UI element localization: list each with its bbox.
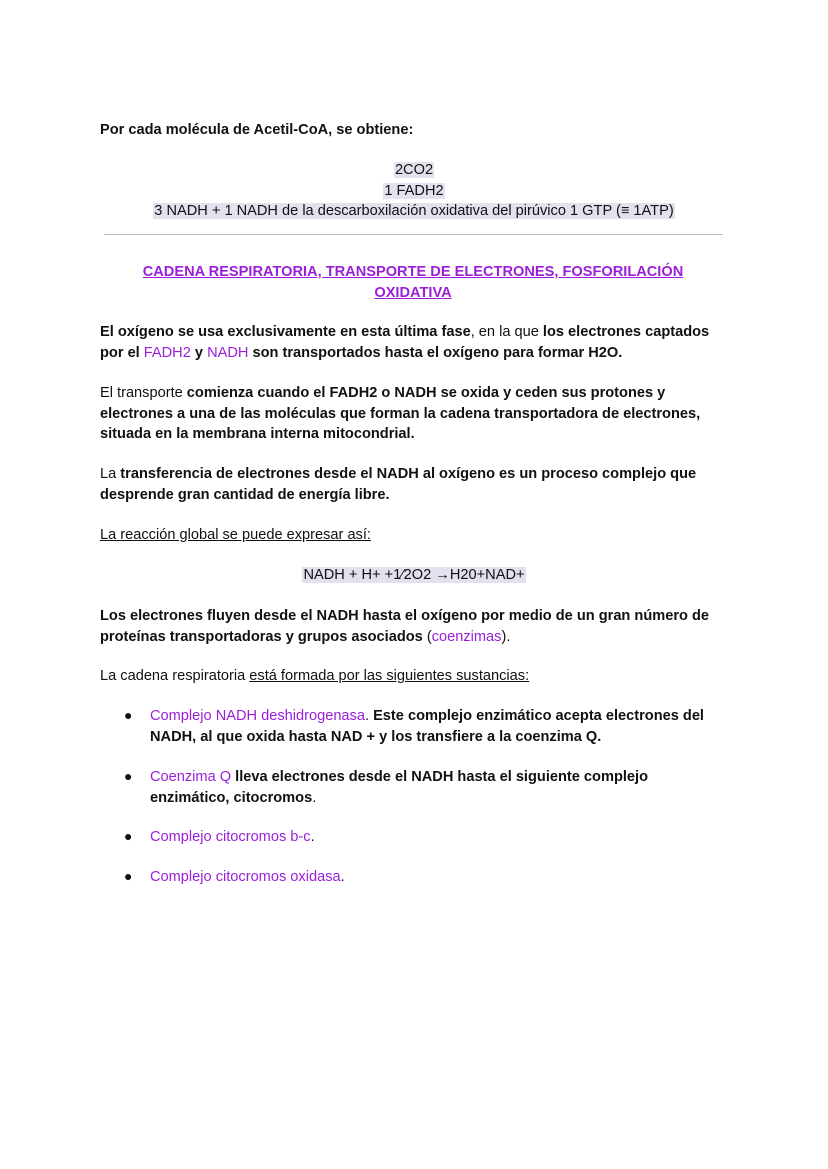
p1-nadh: NADH [207, 344, 249, 361]
list-item-end: . [310, 829, 315, 845]
p5-coenzimas: coenzimas [431, 628, 502, 645]
horizontal-divider [104, 234, 723, 235]
intro-text: Por cada molécula de Acetil-CoA, se obtiene: [100, 122, 414, 138]
p1-b: , en la que [470, 324, 543, 340]
p5-d: ). [501, 628, 511, 645]
paragraph-transport [100, 383, 730, 445]
paragraph-reaction-intro [100, 525, 730, 546]
yield-nadh-gtp: 3 NADH + 1 NADH de la descarboxilación oxidativa del pirúvico 1 GTP (≡ 1ATP) [154, 203, 674, 219]
p1-g: son transportados hasta el oxígeno para formar H2O. [248, 344, 623, 361]
list-item-end: . [340, 869, 345, 885]
list-item-name: Complejo citocromos b-c [150, 829, 311, 845]
list-item-text: Este complejo enzimático acepta electrones del NADH, al que oxida hasta NAD + y los transfiere a la coenzima Q. [150, 708, 704, 745]
paragraph-chain-components [100, 666, 730, 687]
list-item [150, 706, 730, 747]
list-item [150, 827, 730, 848]
p4-text: La reacción global se puede expresar así: [100, 527, 371, 543]
p5-b: ( [422, 628, 432, 645]
global-equation: NADH + H+ +1⁄2O2 →H20+NAD+ [303, 567, 525, 583]
p2-a: El transporte [100, 385, 187, 401]
section-heading-line2: OXIDATIVA [374, 284, 452, 301]
yield-fadh2: 1 FADH2 [384, 182, 444, 199]
list-item [150, 767, 730, 808]
list-item-name: Coenzima Q [150, 769, 232, 785]
yields-block [100, 160, 728, 222]
p5-a: Los electrones fluyen desde el NADH hasta el oxígeno por medio de un gran número de proteínas transportadoras y grupos asociados [100, 608, 710, 645]
list-item-name: Complejo NADH deshidrogenasa [150, 708, 365, 724]
bullet-icon: ● [124, 768, 133, 784]
bullet-icon: ● [124, 868, 133, 884]
p1-e: y [190, 344, 208, 361]
section-heading[interactable] [100, 262, 726, 303]
paragraph-transfer [100, 464, 732, 505]
p3-a: La [100, 466, 121, 482]
paragraph-oxygen [100, 322, 730, 363]
p3-b: transferencia de electrones desde el NADH al oxígeno es un proceso complejo que desprende gran cantidad de energía libre. [100, 466, 697, 503]
p1-c: los electrones captados por el [100, 324, 710, 361]
p6-a: La cadena respiratoria [100, 668, 250, 684]
section-heading-line1: CADENA RESPIRATORIA, TRANSPORTE DE ELECTRONES, FOSFORILACIÓN [142, 264, 684, 280]
bullet-icon: ● [124, 707, 133, 723]
list-item [150, 867, 730, 888]
list-item-text: lleva electrones desde el NADH hasta el siguiente complejo enzimático, citocromos [150, 769, 648, 806]
p6-b: está formada por las siguientes sustancias: [249, 668, 530, 684]
paragraph-electron-flow [100, 606, 722, 647]
p1-fadh2: FADH2 [143, 344, 191, 361]
yield-co2: 2CO2 [394, 162, 434, 178]
list-item-sep: . [364, 708, 374, 724]
list-item-name: Complejo citocromos oxidasa [150, 869, 341, 885]
bullet-icon: ● [124, 828, 133, 844]
list-item-end: . [312, 789, 317, 806]
p1-a: El oxígeno se usa exclusivamente en esta última fase [100, 324, 471, 340]
p2-b: comienza cuando el FADH2 o NADH se oxida y ceden sus protones y electrones a una de las moléculas que forman la cadena transportadora de electrones, situada en la membrana interna mitocondrial. [100, 385, 701, 442]
equation-block [100, 565, 728, 586]
